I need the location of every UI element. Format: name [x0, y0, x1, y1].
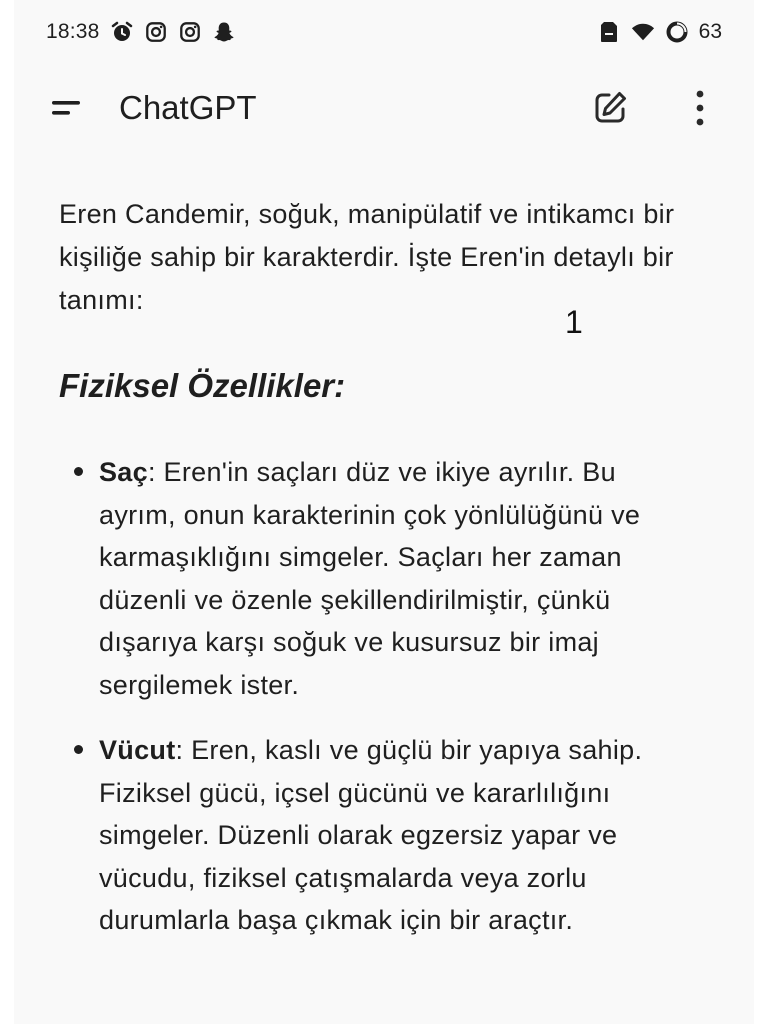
- new-chat-icon: [590, 88, 630, 128]
- instagram-icon: [144, 20, 168, 44]
- bullet-dot: [74, 745, 83, 754]
- system-icons: [597, 20, 722, 44]
- message-intro: Eren Candemir, soğuk, manipülatif ve intikamcı bir kişiliğe sahip bir karakterdir. İşte Eren'in detaylı bir tanımı:: [59, 199, 675, 315]
- bullet-term: Vücut: [99, 735, 176, 765]
- more-options-button[interactable]: [676, 86, 724, 130]
- list-item: [14, 451, 699, 706]
- app-title: ChatGPT: [119, 89, 257, 126]
- bullet-text: : Eren, kaslı ve güçlü bir yapıya sahip. Fiziksel gücü, içsel gücünü ve kararlılığını simgeler. Düzenli olarak egzersiz yapar ve vücudu, fiziksel çatışmalarda veya zorlu durumlarla başa çıkmak için bir araçtır.: [99, 735, 643, 935]
- section-heading: Fiziksel Özellikler:: [59, 367, 346, 404]
- wifi-icon: [631, 20, 655, 44]
- status-time: 18:38: [46, 20, 100, 43]
- menu-icon: [44, 93, 84, 123]
- new-chat-button[interactable]: [586, 86, 634, 130]
- bullet-term: Saç: [99, 457, 148, 487]
- assistant-message: [59, 193, 709, 322]
- alarm-icon: [110, 20, 134, 44]
- bullet-dot: [74, 467, 83, 476]
- list-item: [14, 729, 699, 942]
- notification-icons: [110, 20, 236, 44]
- feature-list: [14, 451, 754, 965]
- app-bar: [14, 72, 754, 144]
- sim-card-icon: [597, 20, 621, 44]
- bullet-text: : Eren'in saçları düz ve ikiye ayrılır. Bu ayrım, onun karakterinin çok yönlülüğünü ve karmaşıklığını simgeler. Saçları her zaman düzenli ve özenle şekillendirilmiştir, çünkü dışarıya karşı soğuk ve kusursuz bir imaj sergilemek ister.: [99, 457, 641, 700]
- app-screen: [14, 0, 754, 1024]
- battery-ring-icon: [665, 20, 689, 44]
- instagram-icon: [178, 20, 202, 44]
- status-bar: [14, 0, 754, 64]
- snapchat-icon: [212, 20, 236, 44]
- page-marker: 1: [565, 304, 583, 340]
- battery-level: 63: [698, 20, 722, 43]
- menu-button[interactable]: [40, 86, 88, 130]
- more-vert-icon: [694, 89, 706, 127]
